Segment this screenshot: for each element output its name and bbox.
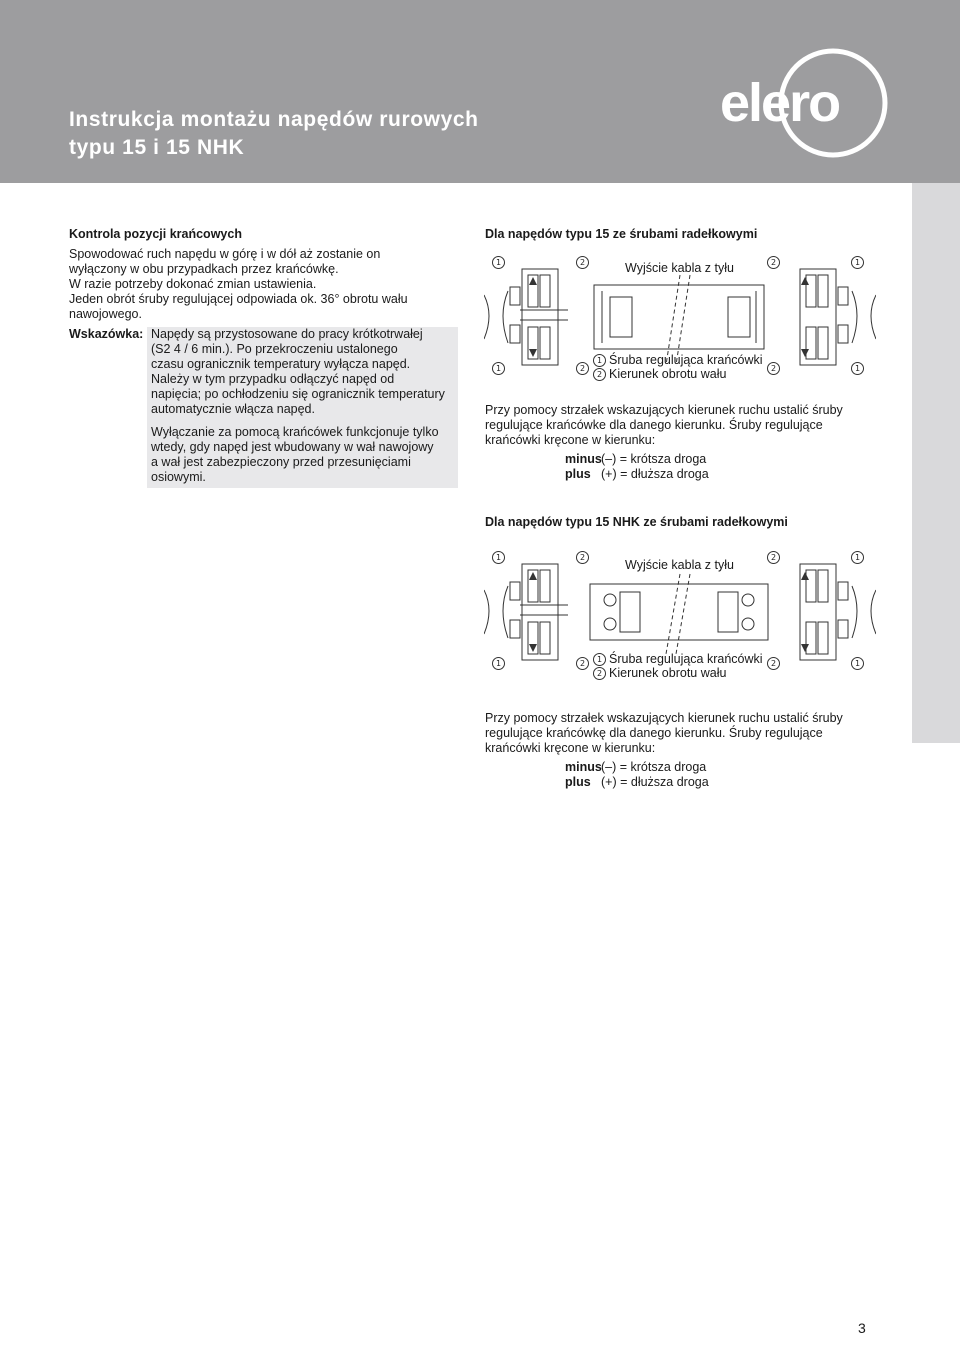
legend-marker-2: 2 [593, 368, 606, 381]
note2-line: a wał jest zabezpieczony przed przesunięciami [151, 455, 411, 469]
note-line: automatycznie włącza napęd. [151, 402, 315, 416]
marker-1: 1 [851, 657, 864, 670]
title-line-2: typu 15 i 15 NHK [69, 136, 245, 159]
note-text [151, 327, 445, 417]
paragraph-line: nawojowego. [69, 307, 142, 321]
section1-heading: Dla napędów typu 15 ze śrubami radełkowymi [485, 227, 758, 241]
note-line: Należy w tym przypadku odłączyć napęd od [151, 372, 395, 386]
minus-term: minus [565, 452, 602, 466]
minus-definition: (–) = krótsza droga [601, 452, 707, 466]
legend-adjust-screw: Śruba regulująca krańcówki [609, 652, 763, 666]
side-stripe [912, 183, 960, 743]
note-text-2 [151, 425, 439, 485]
marker-2: 2 [767, 551, 780, 564]
plus-term: plus [565, 775, 591, 789]
minus-term: minus [565, 760, 602, 774]
description-line: Przy pomocy strzałek wskazujących kierunek ruchu ustalić śruby [485, 403, 843, 417]
legend-rotation-direction: Kierunek obrotu wału [609, 367, 727, 381]
title-line-1: Instrukcja montażu napędów rurowych [69, 108, 479, 131]
paragraph-line: W razie potrzeby dokonać zmian ustawienia. [69, 277, 317, 291]
marker-1: 1 [851, 362, 864, 375]
marker-2: 2 [576, 256, 589, 269]
note-line: Napędy są przystosowane do pracy krótkotrwałej [151, 327, 423, 341]
paragraph-line: Jeden obrót śruby regulującej odpowiada ok. 36° obrotu wału [69, 292, 408, 306]
paragraph-line: Spowodować ruch napędu w górę i w dół aż zostanie on [69, 247, 381, 261]
marker-1: 1 [492, 657, 505, 670]
description-line: regulujące krańcówkę dla danego kierunku. Śruby regulujące [485, 726, 823, 740]
svg-text:elero: elero [720, 73, 840, 133]
marker-2: 2 [767, 362, 780, 375]
note-line: napięcia; po ochłodzeniu się ogranicznik temperatury [151, 387, 445, 401]
marker-1: 1 [492, 362, 505, 375]
section2-heading: Dla napędów typu 15 NHK ze śrubami radełkowymi [485, 515, 788, 529]
note-line: czasu ogranicznik temperatury wyłącza napęd. [151, 357, 411, 371]
marker-2: 2 [767, 657, 780, 670]
cable-exit-label: Wyjście kabla z tyłu [625, 558, 734, 572]
legend-adjust-screw: Śruba regulująca krańcówki [609, 353, 763, 367]
intro-paragraph [69, 247, 408, 322]
marker-2: 2 [576, 657, 589, 670]
page-header [0, 0, 960, 183]
elero-logo [718, 48, 896, 158]
note-label: Wskazówka: [69, 327, 144, 341]
note2-line: osiowymi. [151, 470, 206, 484]
marker-2: 2 [576, 362, 589, 375]
section2-description [485, 711, 843, 756]
legend-marker-1: 1 [593, 354, 606, 367]
marker-1: 1 [851, 551, 864, 564]
paragraph-line: wyłączony w obu przypadkach przez krańcówkę. [69, 262, 339, 276]
document-title [69, 106, 479, 162]
note2-line: Wyłączanie za pomocą krańcówek funkcjonuje tylko [151, 425, 439, 439]
description-line: krańcówki kręcone w kierunku: [485, 433, 656, 447]
legend-rotation-direction: Kierunek obrotu wału [609, 666, 727, 680]
plus-definition: (+) = dłuższa droga [601, 467, 709, 481]
marker-1: 1 [492, 256, 505, 269]
section1-description [485, 403, 843, 448]
marker-2: 2 [576, 551, 589, 564]
note2-line: wtedy, gdy napęd jest wbudowany w wał nawojowy [151, 440, 434, 454]
plus-definition: (+) = dłuższa droga [601, 775, 709, 789]
note-line: (S2 4 / 6 min.). Po przekroczeniu ustalonego [151, 342, 398, 356]
marker-2: 2 [767, 256, 780, 269]
section-heading-limit-check: Kontrola pozycji krańcowych [69, 227, 242, 241]
page-number: 3 [858, 1320, 866, 1336]
minus-definition: (–) = krótsza droga [601, 760, 707, 774]
legend-marker-1: 1 [593, 653, 606, 666]
cable-exit-label: Wyjście kabla z tyłu [625, 261, 734, 275]
marker-1: 1 [492, 551, 505, 564]
description-line: krańcówki kręcone w kierunku: [485, 741, 656, 755]
description-line: Przy pomocy strzałek wskazujących kierunek ruchu ustalić śruby [485, 711, 843, 725]
plus-term: plus [565, 467, 591, 481]
legend-marker-2: 2 [593, 667, 606, 680]
marker-1: 1 [851, 256, 864, 269]
description-line: regulujące krańcówke dla danego kierunku. Śruby regulujące [485, 418, 823, 432]
